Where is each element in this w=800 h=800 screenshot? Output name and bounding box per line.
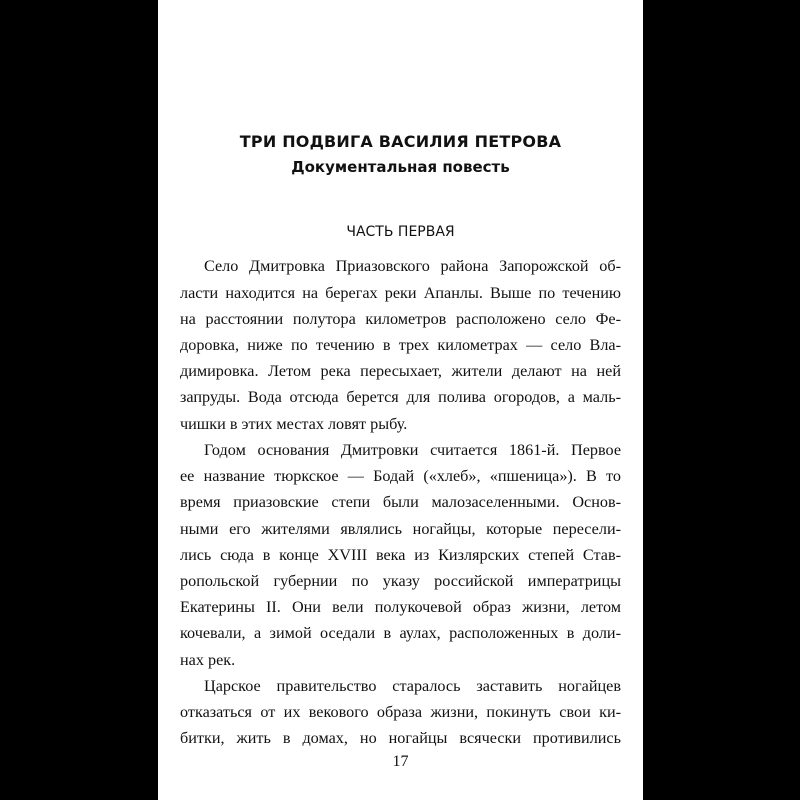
text-line: время приазовские степи были малозаселенными. Основ- [180, 493, 621, 511]
text-line: битки, жить в домах, но ногайцы всячески противились [180, 729, 621, 747]
text-line: доровка, ниже по течению в трех километрах — село Вла- [180, 336, 621, 354]
text-line: ее название тюркское — Бодай («хлеб», «пшеница»). В то [180, 467, 621, 485]
book-title: ТРИ ПОДВИГА ВАСИЛИЯ ПЕТРОВА [239, 132, 562, 151]
book-page [158, 0, 643, 800]
book-subtitle: Документальная повесть [291, 158, 510, 176]
text-line: Екатерины II. Они вели полукочевой образ жизни, летом [180, 598, 621, 616]
text-line: лись сюда в конце XVIII века из Кизлярских степей Став- [180, 546, 621, 564]
text-line: Годом основания Дмитровки считается 1861-й. Первое [204, 441, 621, 459]
part-heading: ЧАСТЬ ПЕРВАЯ [346, 224, 455, 240]
text-line: Село Дмитровка Приазовского района Запорожской об- [204, 257, 621, 275]
text-line: чишки в этих местах ловят рыбу. [180, 415, 408, 433]
text-line: запруды. Вода отсюда берется для полива огородов, а маль- [180, 388, 621, 406]
text-line: нах рек. [180, 651, 236, 669]
text-line: ласти находится на берегах реки Апанлы. Выше по течению [180, 284, 621, 302]
text-line: ропольской губернии по указу российской императрицы [180, 572, 621, 590]
page-number: 17 [392, 753, 409, 770]
text-line: ными его жителями являлись ногайцы, которые пересели- [180, 520, 621, 538]
text-line: Царское правительство старалось заставить ногайцев [204, 677, 621, 695]
scan-border-right [643, 0, 800, 800]
scan-border-left [0, 0, 158, 800]
text-line: отказаться от их векового образа жизни, покинуть свои ки- [180, 703, 621, 721]
text-line: на расстоянии полутора километров расположено село Фе- [180, 310, 621, 328]
text-line: кочевали, а зимой оседали в аулах, расположенных в доли- [180, 624, 621, 642]
text-line: димировка. Летом река пересыхает, жители делают на ней [180, 362, 621, 380]
